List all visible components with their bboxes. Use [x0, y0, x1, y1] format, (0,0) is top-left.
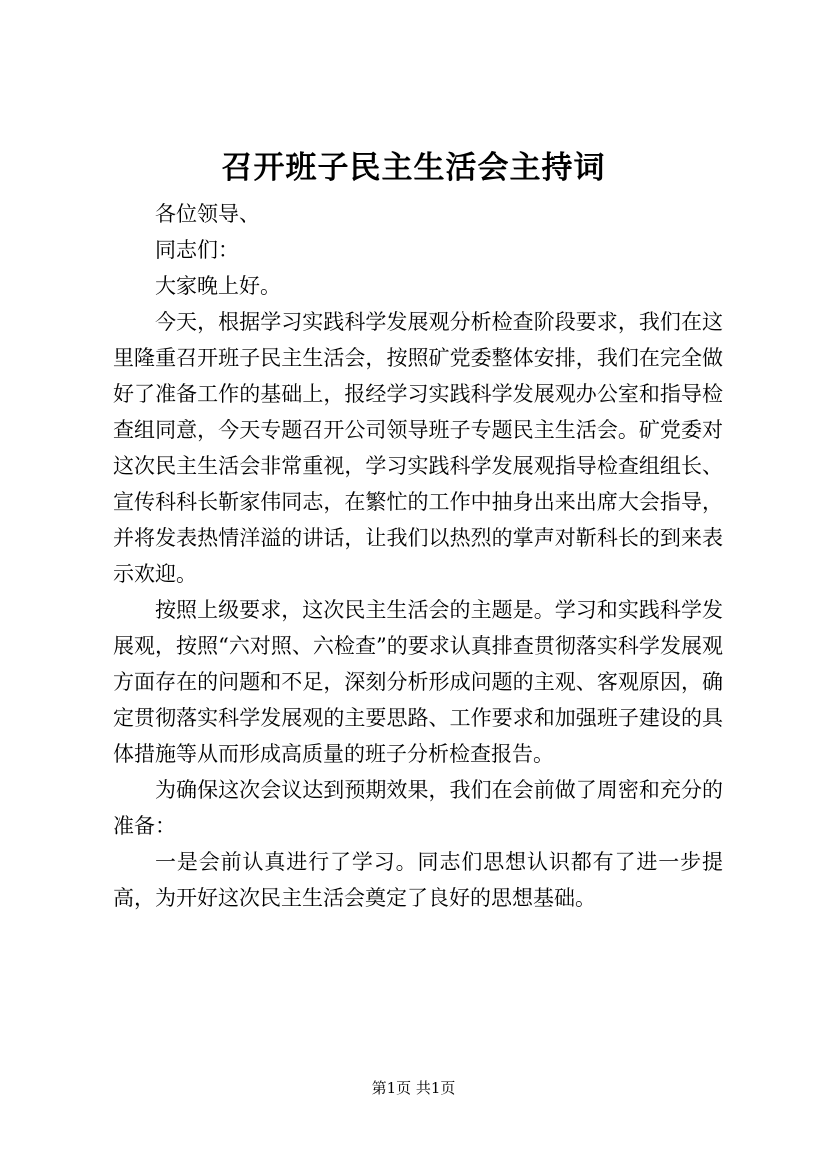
document-title: 召开班子民主生活会主持词 — [221, 150, 606, 186]
opening-paragraph: 今天，根据学习实践科学发展观分析检查阶段要求，我们在这里隆重召开班子民主生活会，按照矿党委整体安排，我们在完全做好了准备工作的基础上，报经学习实践科学发展观办公室和指导检查组同意，今天专题召开公司领导班子专题民主生活会。矿党委对这次民主生活会非常重视，学习实践科学发展观指导检查组组长、宣传科科长靳家伟同志，在繁忙的工作中抽身出来出席大会指导，并将发表热情洋溢的讲话，让我们以热烈的掌声对靳科长的到来表示欢迎。 — [113, 310, 723, 586]
preparation-paragraph: 为确保这次会议达到预期效果，我们在会前做了周密和充分的准备： — [113, 778, 723, 838]
theme-paragraph: 按照上级要求，这次民主生活会的主题是。学习和实践科学发展观，按照“六对照、六检查”的要求认真排查贯彻落实科学发展观方面存在的问题和不足，深刻分析形成问题的主观、客观原因，确定贯彻落实科学发展观的主要思路、工作要求和加强班子建设的具体措施等从而形成高质量的班子分析检查报告。 — [113, 598, 723, 766]
page-number-footer: 第1页 共1页 — [371, 1079, 456, 1097]
first-point-paragraph: 一是会前认真进行了学习。同志们思想认识都有了进一步提高，为开好这次民主生活会奠定了良好的思想基础。 — [113, 850, 723, 910]
greeting-paragraph: 大家晚上好。 — [155, 274, 281, 298]
document-body — [113, 196, 723, 916]
salutation-leaders: 各位领导、 — [155, 202, 260, 226]
salutation-comrades: 同志们： — [155, 238, 239, 262]
